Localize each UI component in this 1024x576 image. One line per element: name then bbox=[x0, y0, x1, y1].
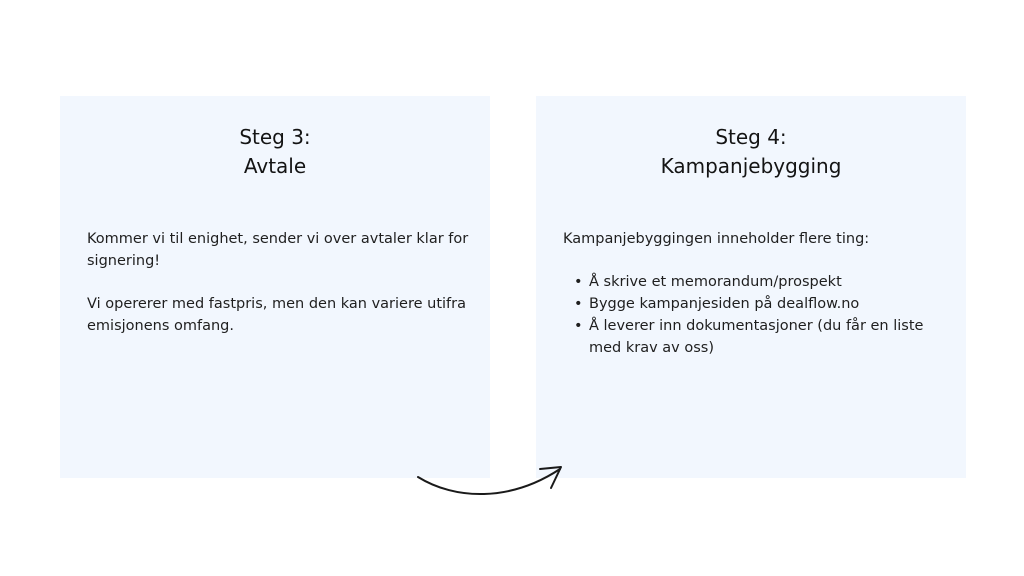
step-3-number: Steg 3: bbox=[239, 125, 311, 149]
step-4-card bbox=[536, 96, 966, 478]
step-4-intro: Kampanjebyggingen inneholder flere ting: bbox=[563, 231, 870, 247]
step-3-title bbox=[60, 123, 490, 181]
arrow-curve bbox=[418, 469, 560, 494]
step-3-heading: Avtale bbox=[243, 154, 307, 178]
list-item-text: Å skrive et memorandum/prospekt bbox=[589, 274, 842, 290]
step-3-paragraph-2: Vi opererer med fastpris, men den kan variere utifra emisjonens omfang. bbox=[87, 296, 466, 334]
step-4-heading: Kampanjebygging bbox=[660, 154, 842, 178]
list-item-text: Bygge kampanjesiden på dealflow.no bbox=[589, 296, 860, 312]
bullet-icon: • bbox=[574, 318, 583, 334]
bullet-icon: • bbox=[574, 274, 583, 290]
list-item bbox=[563, 271, 946, 293]
bullet-icon: • bbox=[574, 296, 583, 312]
step-4-title bbox=[536, 123, 966, 181]
step-3-card bbox=[60, 96, 490, 478]
list-item bbox=[563, 315, 946, 359]
step-3-body bbox=[87, 228, 470, 337]
step-4-bullet-list bbox=[563, 271, 946, 359]
step-4-number: Steg 4: bbox=[715, 125, 787, 149]
list-item-text: Å leverer inn dokumentasjoner (du får en liste med krav av oss) bbox=[589, 318, 924, 356]
list-item bbox=[563, 293, 946, 315]
step-4-body bbox=[563, 228, 946, 359]
curved-arrow-icon bbox=[410, 460, 570, 510]
step-3-paragraph-1: Kommer vi til enighet, sender vi over avtaler klar for signering! bbox=[87, 231, 469, 269]
